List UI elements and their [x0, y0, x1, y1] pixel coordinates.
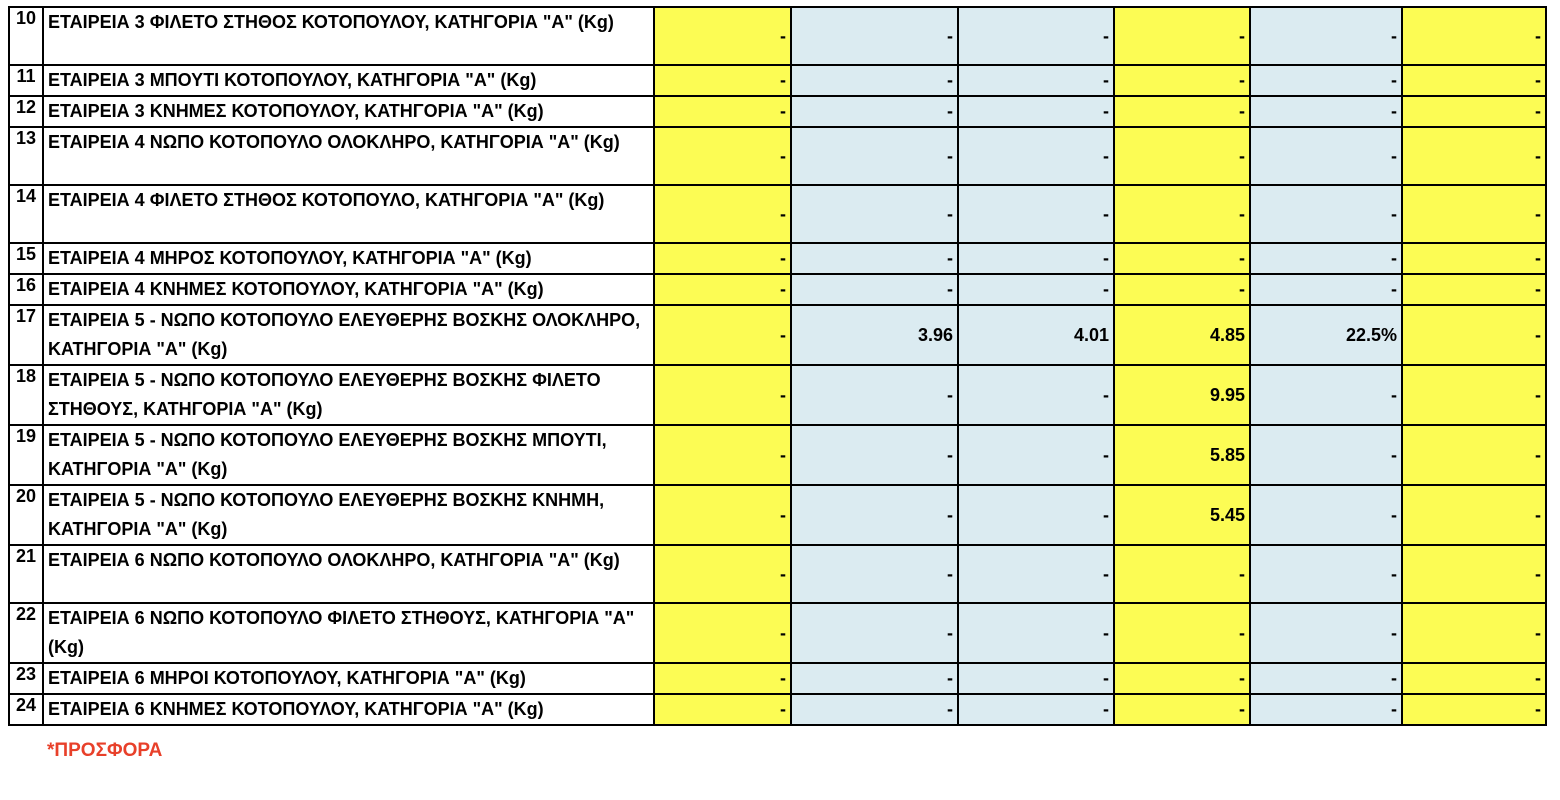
price-cell-col-6: - — [1402, 603, 1546, 663]
price-cell-col-4: - — [1114, 127, 1250, 185]
price-cell-col-5: - — [1250, 485, 1402, 545]
price-cell-col-2: - — [791, 425, 958, 485]
price-cell-col-4: - — [1114, 243, 1250, 274]
product-description: ΕΤΑΙΡΕΙΑ 4 ΝΩΠΟ ΚΟΤΟΠΟΥΛΟ ΟΛΟΚΛΗΡΟ, ΚΑΤΗΓΟΡΙΑ "Α" (Kg) — [43, 127, 654, 185]
price-cell-col-5: - — [1250, 243, 1402, 274]
table-row — [9, 65, 1546, 96]
table-row — [9, 694, 1546, 725]
price-cell-col-6: - — [1402, 7, 1546, 65]
table-row — [9, 7, 1546, 65]
price-cell-col-1: - — [654, 545, 791, 603]
price-cell-col-3: - — [958, 274, 1114, 305]
price-cell-col-1: - — [654, 603, 791, 663]
price-cell-col-6: - — [1402, 365, 1546, 425]
price-cell-col-1: - — [654, 274, 791, 305]
table-row — [9, 305, 1546, 365]
price-cell-col-4: 5.85 — [1114, 425, 1250, 485]
price-cell-col-4: - — [1114, 694, 1250, 725]
price-cell-col-5: - — [1250, 663, 1402, 694]
price-table-body — [9, 7, 1546, 725]
price-cell-col-5: - — [1250, 694, 1402, 725]
price-cell-col-2: - — [791, 365, 958, 425]
price-cell-col-5: - — [1250, 603, 1402, 663]
price-cell-col-5: - — [1250, 274, 1402, 305]
row-number: 13 — [9, 127, 43, 185]
price-cell-col-4: - — [1114, 65, 1250, 96]
price-cell-col-4: - — [1114, 274, 1250, 305]
price-cell-col-3: - — [958, 243, 1114, 274]
table-row — [9, 96, 1546, 127]
row-number: 12 — [9, 96, 43, 127]
price-cell-col-5: - — [1250, 7, 1402, 65]
price-cell-col-1: - — [654, 305, 791, 365]
price-cell-col-3: - — [958, 96, 1114, 127]
product-description: ΕΤΑΙΡΕΙΑ 6 ΜΗΡΟΙ ΚΟΤΟΠΟΥΛΟΥ, ΚΑΤΗΓΟΡΙΑ "Α" (Kg) — [43, 663, 654, 694]
price-cell-col-4: 4.85 — [1114, 305, 1250, 365]
price-cell-col-6: - — [1402, 694, 1546, 725]
price-cell-col-1: - — [654, 127, 791, 185]
price-cell-col-1: - — [654, 7, 791, 65]
product-description: ΕΤΑΙΡΕΙΑ 6 ΝΩΠΟ ΚΟΤΟΠΟΥΛΟ ΟΛΟΚΛΗΡΟ, ΚΑΤΗΓΟΡΙΑ "Α" (Kg) — [43, 545, 654, 603]
price-cell-col-3: - — [958, 425, 1114, 485]
product-description: ΕΤΑΙΡΕΙΑ 5 - ΝΩΠΟ ΚΟΤΟΠΟΥΛΟ ΕΛΕΥΘΕΡΗΣ ΒΟΣΚΗΣ ΦΙΛΕΤΟ ΣΤΗΘΟΥΣ, ΚΑΤΗΓΟΡΙΑ "Α" (Kg) — [43, 365, 654, 425]
price-cell-col-1: - — [654, 663, 791, 694]
price-cell-col-3: - — [958, 603, 1114, 663]
price-cell-col-5: - — [1250, 545, 1402, 603]
product-description: ΕΤΑΙΡΕΙΑ 6 ΝΩΠΟ ΚΟΤΟΠΟΥΛΟ ΦΙΛΕΤΟ ΣΤΗΘΟΥΣ, ΚΑΤΗΓΟΡΙΑ "Α" (Kg) — [43, 603, 654, 663]
price-cell-col-4: - — [1114, 96, 1250, 127]
price-cell-col-4: 9.95 — [1114, 365, 1250, 425]
table-row — [9, 243, 1546, 274]
price-cell-col-6: - — [1402, 663, 1546, 694]
price-cell-col-4: - — [1114, 185, 1250, 243]
row-number: 15 — [9, 243, 43, 274]
price-cell-col-6: - — [1402, 545, 1546, 603]
table-row — [9, 274, 1546, 305]
price-cell-col-5: 22.5% — [1250, 305, 1402, 365]
price-cell-col-2: - — [791, 127, 958, 185]
row-number: 18 — [9, 365, 43, 425]
price-cell-col-4: - — [1114, 545, 1250, 603]
product-description: ΕΤΑΙΡΕΙΑ 4 ΜΗΡΟΣ ΚΟΤΟΠΟΥΛΟΥ, ΚΑΤΗΓΟΡΙΑ "Α" (Kg) — [43, 243, 654, 274]
row-number: 19 — [9, 425, 43, 485]
price-cell-col-3: - — [958, 485, 1114, 545]
price-cell-col-6: - — [1402, 485, 1546, 545]
table-row — [9, 485, 1546, 545]
row-number: 14 — [9, 185, 43, 243]
price-cell-col-3: - — [958, 663, 1114, 694]
price-cell-col-6: - — [1402, 185, 1546, 243]
price-cell-col-6: - — [1402, 305, 1546, 365]
price-cell-col-1: - — [654, 185, 791, 243]
price-cell-col-6: - — [1402, 243, 1546, 274]
price-cell-col-1: - — [654, 65, 791, 96]
price-cell-col-6: - — [1402, 96, 1546, 127]
table-row — [9, 127, 1546, 185]
price-cell-col-3: - — [958, 365, 1114, 425]
product-description: ΕΤΑΙΡΕΙΑ 5 - ΝΩΠΟ ΚΟΤΟΠΟΥΛΟ ΕΛΕΥΘΕΡΗΣ ΒΟΣΚΗΣ ΜΠΟΥΤΙ, ΚΑΤΗΓΟΡΙΑ "Α" (Kg) — [43, 425, 654, 485]
row-number: 17 — [9, 305, 43, 365]
price-cell-col-6: - — [1402, 127, 1546, 185]
row-number: 10 — [9, 7, 43, 65]
price-cell-col-5: - — [1250, 127, 1402, 185]
price-cell-col-5: - — [1250, 96, 1402, 127]
price-cell-col-4: - — [1114, 663, 1250, 694]
price-cell-col-3: - — [958, 65, 1114, 96]
table-row — [9, 425, 1546, 485]
price-cell-col-2: - — [791, 65, 958, 96]
table-row — [9, 603, 1546, 663]
price-cell-col-3: - — [958, 127, 1114, 185]
price-cell-col-2: - — [791, 96, 958, 127]
price-cell-col-1: - — [654, 425, 791, 485]
product-description: ΕΤΑΙΡΕΙΑ 3 ΚΝΗΜΕΣ ΚΟΤΟΠΟΥΛΟΥ, ΚΑΤΗΓΟΡΙΑ "Α" (Kg) — [43, 96, 654, 127]
price-cell-col-5: - — [1250, 425, 1402, 485]
row-number: 20 — [9, 485, 43, 545]
price-cell-col-2: - — [791, 603, 958, 663]
row-number: 21 — [9, 545, 43, 603]
product-description: ΕΤΑΙΡΕΙΑ 5 - ΝΩΠΟ ΚΟΤΟΠΟΥΛΟ ΕΛΕΥΘΕΡΗΣ ΒΟΣΚΗΣ ΟΛΟΚΛΗΡΟ, ΚΑΤΗΓΟΡΙΑ "Α" (Kg) — [43, 305, 654, 365]
price-cell-col-1: - — [654, 365, 791, 425]
price-cell-col-1: - — [654, 243, 791, 274]
price-cell-col-1: - — [654, 96, 791, 127]
price-cell-col-5: - — [1250, 365, 1402, 425]
table-row — [9, 365, 1546, 425]
price-cell-col-3: 4.01 — [958, 305, 1114, 365]
table-row — [9, 185, 1546, 243]
price-cell-col-2: 3.96 — [791, 305, 958, 365]
price-cell-col-3: - — [958, 694, 1114, 725]
price-cell-col-6: - — [1402, 274, 1546, 305]
row-number: 11 — [9, 65, 43, 96]
price-cell-col-4: - — [1114, 7, 1250, 65]
price-cell-col-2: - — [791, 663, 958, 694]
row-number: 16 — [9, 274, 43, 305]
product-description: ΕΤΑΙΡΕΙΑ 6 ΚΝΗΜΕΣ ΚΟΤΟΠΟΥΛΟΥ, ΚΑΤΗΓΟΡΙΑ "Α" (Kg) — [43, 694, 654, 725]
price-cell-col-1: - — [654, 485, 791, 545]
price-cell-col-2: - — [791, 694, 958, 725]
price-table — [8, 6, 1547, 726]
price-cell-col-1: - — [654, 694, 791, 725]
price-cell-col-6: - — [1402, 65, 1546, 96]
price-cell-col-4: 5.45 — [1114, 485, 1250, 545]
price-cell-col-2: - — [791, 243, 958, 274]
product-description: ΕΤΑΙΡΕΙΑ 4 ΦΙΛΕΤΟ ΣΤΗΘΟΣ ΚΟΤΟΠΟΥΛΟ, ΚΑΤΗΓΟΡΙΑ "Α" (Kg) — [43, 185, 654, 243]
price-cell-col-6: - — [1402, 425, 1546, 485]
price-cell-col-5: - — [1250, 65, 1402, 96]
table-row — [9, 663, 1546, 694]
offer-note: *ΠΡΟΣΦΟΡΑ — [47, 740, 163, 761]
price-cell-col-2: - — [791, 485, 958, 545]
row-number: 22 — [9, 603, 43, 663]
price-cell-col-5: - — [1250, 185, 1402, 243]
product-description: ΕΤΑΙΡΕΙΑ 5 - ΝΩΠΟ ΚΟΤΟΠΟΥΛΟ ΕΛΕΥΘΕΡΗΣ ΒΟΣΚΗΣ ΚΝΗΜΗ, ΚΑΤΗΓΟΡΙΑ "Α" (Kg) — [43, 485, 654, 545]
table-row — [9, 545, 1546, 603]
row-number: 23 — [9, 663, 43, 694]
price-cell-col-3: - — [958, 545, 1114, 603]
price-cell-col-2: - — [791, 545, 958, 603]
price-cell-col-3: - — [958, 7, 1114, 65]
price-cell-col-3: - — [958, 185, 1114, 243]
product-description: ΕΤΑΙΡΕΙΑ 3 ΦΙΛΕΤΟ ΣΤΗΘΟΣ ΚΟΤΟΠΟΥΛΟΥ, ΚΑΤΗΓΟΡΙΑ "Α" (Kg) — [43, 7, 654, 65]
price-cell-col-4: - — [1114, 603, 1250, 663]
row-number: 24 — [9, 694, 43, 725]
product-description: ΕΤΑΙΡΕΙΑ 4 ΚΝΗΜΕΣ ΚΟΤΟΠΟΥΛΟΥ, ΚΑΤΗΓΟΡΙΑ "Α" (Kg) — [43, 274, 654, 305]
price-cell-col-2: - — [791, 7, 958, 65]
price-cell-col-2: - — [791, 274, 958, 305]
product-description: ΕΤΑΙΡΕΙΑ 3 ΜΠΟΥΤΙ ΚΟΤΟΠΟΥΛΟΥ, ΚΑΤΗΓΟΡΙΑ "Α" (Kg) — [43, 65, 654, 96]
price-cell-col-2: - — [791, 185, 958, 243]
